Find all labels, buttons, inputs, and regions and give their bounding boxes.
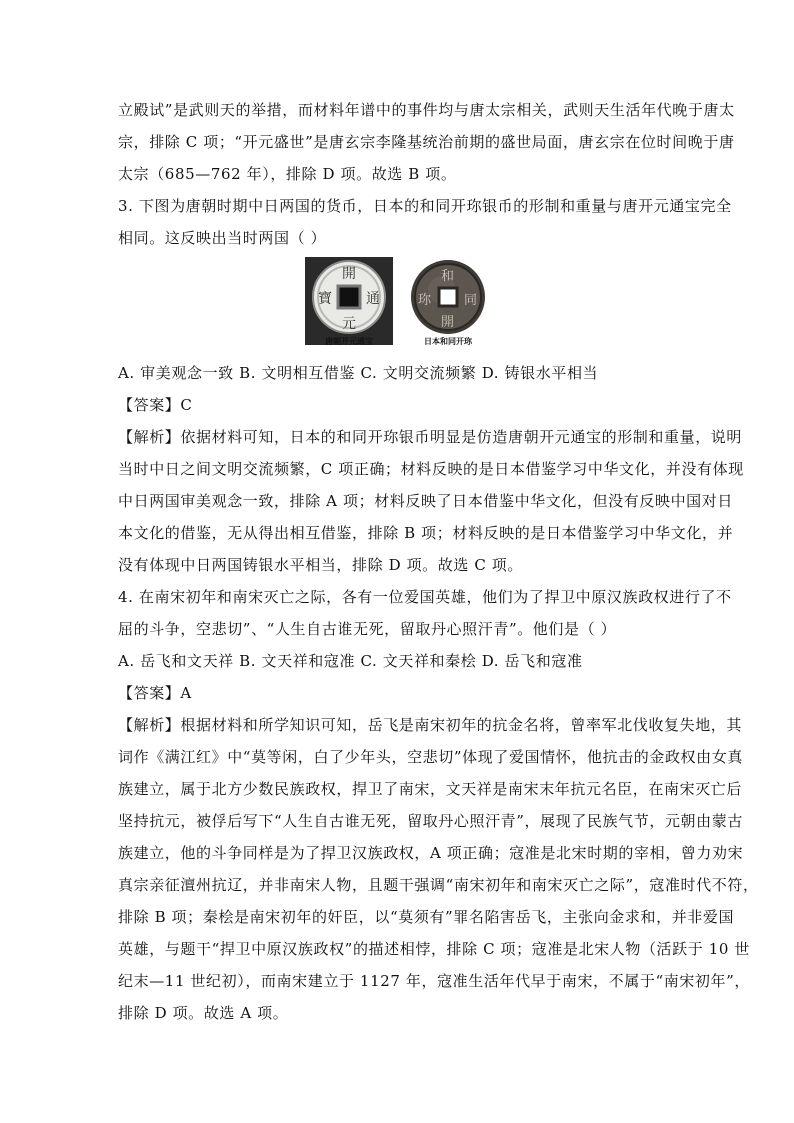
question-3-options: A. 审美观念一致 B. 文明相互借鉴 C. 文明交流频繁 D. 铸银水平相当 (118, 364, 599, 382)
question-4-stem: 4. 在南宋初年和南宋灭亡之际，各有一位爱国英雄，他们为了捍卫中原汉族政权进行了不 (118, 588, 732, 606)
analysis-line: 族建立，他的斗争同样是为了捍卫汉族政权，A 项正确；寇准是北宋时期的宰相，曾力劝宋 (118, 844, 744, 862)
text-line: 立殿试”是武则天的举措，而材料年谱中的事件均与唐太宗相关，武则天生活年代晚于唐太 (118, 101, 735, 119)
analysis-line: 中日两国审美观念一致，排除 A 项；材料反映了日本借鉴中华文化，但没有反映中国对日 (118, 492, 733, 510)
analysis-line: 排除 D 项。故选 A 项。 (118, 1004, 289, 1022)
answer-label: 【答案】C (118, 396, 193, 414)
analysis-line: 英雄，与题干“捍卫中原汉族政权”的描述相悖，排除 C 项；寇准是北宋人物（活跃于 10 世 (118, 940, 750, 958)
analysis-line: 纪末—11 世纪初），而南宋建立于 1127 年，寇准生活年代早于南宋，不属于“南宋初年”， (118, 972, 751, 990)
question-4-options: A. 岳飞和文天祥 B. 文天祥和寇准 C. 文天祥和秦桧 D. 岳飞和寇准 (118, 652, 583, 670)
analysis-line: 词作《满江红》中“莫等闲，白了少年头，空悲切”体现了爱国情怀，他抗击的金政权由女真 (118, 748, 743, 766)
text-line: 太宗（685—762 年），排除 D 项。故选 B 项。 (118, 165, 457, 183)
analysis-line: 真宗亲征澶州抗辽，并非南宋人物，且题干强调“南宋初年和南宋灭亡之际”，寇准时代不符， (118, 876, 759, 894)
coin-figure (305, 257, 492, 354)
analysis-line: 【解析】根据材料和所学知识可知，岳飞是南宋初年的抗金名将，曾率军北伐收复失地，其 (118, 716, 743, 734)
left-coin-caption: 唐朝开元通宝 (325, 337, 373, 346)
coin-glyph: 開 (441, 315, 455, 330)
coin-glyph: 元 (342, 316, 356, 332)
coin-glyph: 寶 (318, 291, 332, 307)
coin-glyph: 同 (464, 293, 478, 308)
coin-glyph: 開 (342, 266, 356, 282)
coin-glyph: 和 (441, 269, 455, 284)
analysis-line: 族建立，属于北方少数民族政权，捍卫了南宋，文天祥是南宋末年抗元名臣，在南宋灭亡后 (118, 780, 743, 798)
text-line: 宗，排除 C 项；“开元盛世”是唐玄宗李隆基统治前期的盛世局面，唐玄宗在位时间晚于唐 (118, 133, 735, 151)
tang-kaiyuan-coin-image (305, 257, 393, 345)
coin-glyph: 珎 (418, 293, 432, 308)
analysis-line: 没有体现中日两国铸银水平相当，排除 D 项。故选 C 项。 (118, 556, 523, 574)
question-4-stem: 屈的斗争，空悲切”、“人生自古谁无死，留取丹心照汗青”。他们是（ ） (118, 620, 617, 638)
analysis-line: 【解析】依据材料可知，日本的和同开珎银币明显是仿造唐朝开元通宝的形制和重量，说明 (118, 428, 743, 446)
question-3-stem: 相同。这反映出当时两国（ ） (118, 229, 327, 247)
answer-label: 【答案】A (118, 684, 192, 702)
question-3-stem: 3. 下图为唐朝时期中日两国的货币，日本的和同开珎银币的形制和重量与唐开元通宝完全 (118, 197, 732, 215)
right-coin-caption: 日本和同开珎 (424, 337, 472, 346)
analysis-line: 排除 B 项；秦桧是南宋初年的奸臣，以“莫须有”罪名陷害岳飞，主张向金求和，并非爱国 (118, 908, 735, 926)
analysis-line: 当时中日之间文明交流频繁，C 项正确；材料反映的是日本借鉴学习中华文化，并没有体现 (118, 460, 744, 478)
coin-glyph: 通 (366, 291, 380, 307)
analysis-line: 坚持抗元，被俘后写下“人生自古谁无死，留取丹心照汗青”，展现了民族气节，元朝由蒙古 (118, 812, 743, 830)
wado-kaichin-coin-image (404, 257, 492, 345)
analysis-line: 本文化的借鉴，无从得出相互借鉴，排除 B 项；材料反映的是日本借鉴学习中华文化，并 (118, 524, 734, 542)
